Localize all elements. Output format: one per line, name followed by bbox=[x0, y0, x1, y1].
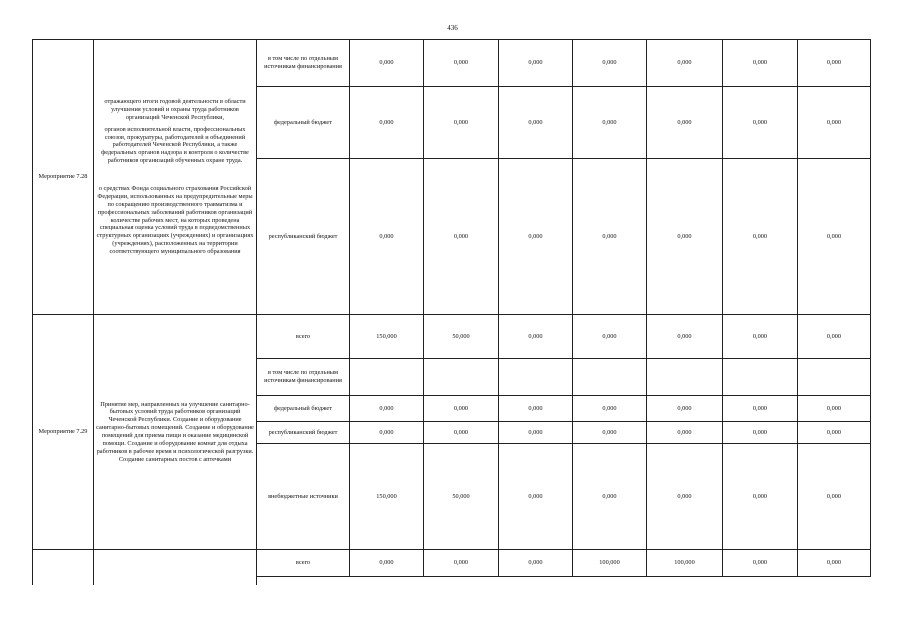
value-cell: 0,000 bbox=[350, 40, 424, 87]
value-cell: 0,000 bbox=[647, 396, 723, 422]
value-cell: 0,000 bbox=[647, 159, 723, 315]
table-row bbox=[33, 550, 871, 577]
value-cell: 0,000 bbox=[573, 422, 647, 444]
table-row bbox=[33, 40, 871, 87]
measure-label: Мероприятие 7.29 bbox=[33, 315, 94, 550]
funding-source: в том числе по отдельным источникам финансирования bbox=[257, 359, 350, 396]
value-cell: 0,000 bbox=[350, 87, 424, 159]
value-cell: 0,000 bbox=[647, 40, 723, 87]
page-number: 436 bbox=[447, 24, 458, 32]
value-cell: 0,000 bbox=[424, 422, 499, 444]
funding-source: федеральный бюджет bbox=[257, 396, 350, 422]
value-cell: 0,000 bbox=[723, 422, 798, 444]
funding-source: внебюджетные источники bbox=[257, 444, 350, 550]
value-cell: 0,000 bbox=[350, 422, 424, 444]
value-cell: 0,000 bbox=[573, 315, 647, 359]
value-cell: 0,000 bbox=[350, 550, 424, 577]
measure-description-empty bbox=[94, 550, 257, 585]
spacer-cell bbox=[257, 577, 871, 585]
description-paragraph: органов исполнительной власти, профессиональных союзов, прокуратуры, работодателей и объединений работодателей Чеченской Республики, а также федеральных органов надзора и контроля о количестве работников организаций обученных охране труда. bbox=[101, 125, 249, 165]
value-cell: 0,000 bbox=[723, 159, 798, 315]
funding-source: в том числе по отдельным источникам финансирования bbox=[257, 40, 350, 87]
value-cell: 0,000 bbox=[798, 315, 871, 359]
value-cell bbox=[350, 359, 424, 396]
value-cell: 0,000 bbox=[573, 87, 647, 159]
value-cell: 0,000 bbox=[798, 159, 871, 315]
value-cell: 0,000 bbox=[723, 396, 798, 422]
value-cell: 150,000 bbox=[350, 315, 424, 359]
value-cell bbox=[573, 359, 647, 396]
value-cell bbox=[499, 359, 573, 396]
value-cell: 0,000 bbox=[723, 315, 798, 359]
value-cell: 0,000 bbox=[424, 550, 499, 577]
value-cell: 0,000 bbox=[723, 40, 798, 87]
value-cell: 0,000 bbox=[573, 40, 647, 87]
value-cell bbox=[424, 359, 499, 396]
value-cell: 0,000 bbox=[424, 396, 499, 422]
value-cell: 0,000 bbox=[499, 315, 573, 359]
value-cell: 0,000 bbox=[499, 422, 573, 444]
value-cell: 0,000 bbox=[499, 40, 573, 87]
value-cell: 50,000 bbox=[424, 315, 499, 359]
value-cell bbox=[647, 359, 723, 396]
description-paragraph: Принятие мер, направленных на улучшение санитарно-бытовых условий труда работников организаций Чеченской Республики. Создание и оборудование санитарно-бытовых помещений. Создание и оборудование помещений для приема пищи и оказание медицинской помощи. Создание и оборудование комнат для отдыха работников в рабочее время и психологической разгрузки. Создание санитарных постов с аптечками bbox=[96, 400, 254, 463]
value-cell: 0,000 bbox=[798, 87, 871, 159]
value-cell: 0,000 bbox=[499, 550, 573, 577]
value-cell: 100,000 bbox=[573, 550, 647, 577]
value-cell: 0,000 bbox=[499, 159, 573, 315]
measure-label-empty bbox=[33, 550, 94, 585]
value-cell: 50,000 bbox=[424, 444, 499, 550]
measure-description bbox=[94, 315, 257, 550]
value-cell: 0,000 bbox=[798, 444, 871, 550]
value-cell: 0,000 bbox=[798, 40, 871, 87]
value-cell: 0,000 bbox=[573, 159, 647, 315]
value-cell: 0,000 bbox=[573, 444, 647, 550]
table-row bbox=[33, 315, 871, 359]
value-cell: 0,000 bbox=[723, 444, 798, 550]
funding-source: всего bbox=[257, 315, 350, 359]
funding-source: всего bbox=[257, 550, 350, 577]
value-cell bbox=[723, 359, 798, 396]
value-cell: 0,000 bbox=[647, 87, 723, 159]
funding-source: федеральный бюджет bbox=[257, 87, 350, 159]
value-cell: 0,000 bbox=[647, 444, 723, 550]
value-cell: 0,000 bbox=[647, 422, 723, 444]
value-cell: 100,000 bbox=[647, 550, 723, 577]
description-paragraph: о средствах Фонда социального страхования Российской Федерации, использованных на предупредительные меры по сокращению производственного травматизма и профессиональных заболеваний работников организаций количестве рабочих мест, на которых проведена специальная оценка условий труда в подведомственных структурных организациях (учреждениях) и организациях (учреждениях), расположенных на территории соответствующего муниципального образования bbox=[96, 185, 254, 255]
value-cell: 0,000 bbox=[424, 159, 499, 315]
value-cell: 0,000 bbox=[424, 87, 499, 159]
funding-source: республиканский бюджет bbox=[257, 159, 350, 315]
value-cell: 0,000 bbox=[499, 444, 573, 550]
description-paragraph: отражающего итоги годовой деятельности в области улучшения условий и охраны труда работников организаций Чеченской Республики, bbox=[104, 98, 246, 121]
value-cell: 0,000 bbox=[798, 396, 871, 422]
value-cell: 0,000 bbox=[350, 396, 424, 422]
value-cell: 0,000 bbox=[647, 315, 723, 359]
measure-description bbox=[94, 40, 257, 315]
value-cell: 150,000 bbox=[350, 444, 424, 550]
value-cell: 0,000 bbox=[350, 159, 424, 315]
value-cell: 0,000 bbox=[798, 550, 871, 577]
funding-source: республиканский бюджет bbox=[257, 422, 350, 444]
measure-label: Мероприятие 7.28 bbox=[33, 40, 94, 315]
value-cell: 0,000 bbox=[723, 550, 798, 577]
value-cell: 0,000 bbox=[499, 396, 573, 422]
value-cell: 0,000 bbox=[499, 87, 573, 159]
value-cell bbox=[798, 359, 871, 396]
value-cell: 0,000 bbox=[798, 422, 871, 444]
financing-table bbox=[32, 39, 871, 585]
value-cell: 0,000 bbox=[573, 396, 647, 422]
value-cell: 0,000 bbox=[424, 40, 499, 87]
value-cell: 0,000 bbox=[723, 87, 798, 159]
